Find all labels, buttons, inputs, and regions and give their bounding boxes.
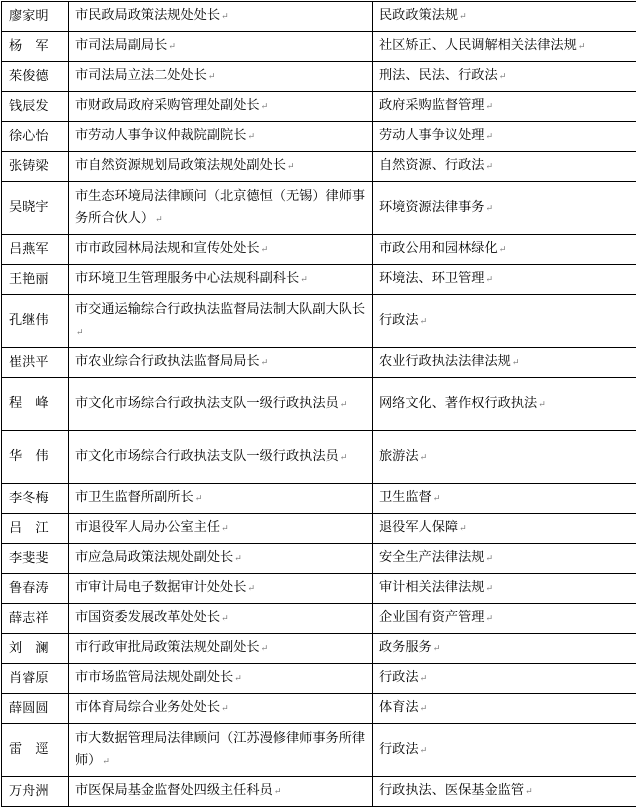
paragraph-mark-icon: ↵ — [512, 358, 520, 368]
expertise-area-cell — [373, 664, 636, 694]
paragraph-mark-icon: ↵ — [287, 162, 295, 172]
paragraph-mark-icon: ↵ — [486, 614, 494, 624]
person-name-cell — [2, 348, 69, 378]
position-text: 市国资委发展改革处处长 — [75, 610, 220, 625]
expert-list-body — [2, 2, 636, 807]
person-name-cell — [2, 544, 69, 574]
paragraph-mark-icon: ↵ — [578, 42, 586, 52]
expertise-area-text: 政务服务 — [379, 640, 432, 655]
expertise-area-text: 自然资源、行政法 — [379, 158, 485, 173]
person-name-text: 程 峰 — [9, 396, 49, 411]
table-row — [2, 431, 636, 484]
expert-list-table — [1, 1, 636, 807]
person-name-cell — [2, 634, 69, 664]
paragraph-mark-icon: ↵ — [486, 275, 494, 285]
table-row — [2, 634, 636, 664]
expertise-area-cell — [373, 152, 636, 182]
person-name-text: 杨 军 — [9, 39, 49, 54]
expertise-area-text: 审计相关法律法规 — [379, 580, 485, 595]
person-name-text: 万舟洲 — [9, 784, 49, 799]
expertise-area-cell — [373, 484, 636, 514]
person-name-text: 吴晓宇 — [9, 200, 49, 215]
position-cell — [69, 484, 373, 514]
paragraph-mark-icon: ↵ — [168, 42, 176, 52]
expertise-area-cell — [373, 265, 636, 295]
paragraph-mark-icon: ↵ — [486, 162, 494, 172]
person-name-text: 鲁春涛 — [9, 581, 49, 596]
person-name-cell — [2, 265, 69, 295]
expertise-area-cell — [373, 122, 636, 152]
position-cell — [69, 32, 373, 62]
paragraph-mark-icon: ↵ — [221, 704, 229, 714]
expertise-area-text: 环境法、环卫管理 — [379, 271, 485, 286]
person-name-cell — [2, 484, 69, 514]
person-name-cell — [2, 235, 69, 265]
table-row — [2, 235, 636, 265]
expertise-area-cell — [373, 634, 636, 664]
expertise-area-text: 刑法、民法、行政法 — [379, 68, 498, 83]
position-cell — [69, 431, 373, 484]
position-text: 市劳动人事争议仲裁院副院长 — [75, 128, 246, 143]
expertise-area-text: 行政法 — [379, 742, 419, 757]
person-name-text: 薛志祥 — [9, 611, 49, 626]
expertise-area-cell — [373, 32, 636, 62]
table-row — [2, 724, 636, 777]
expertise-area-cell — [373, 514, 636, 544]
person-name-cell — [2, 777, 69, 807]
paragraph-mark-icon: ↵ — [499, 72, 507, 82]
expertise-area-text: 劳动人事争议处理 — [379, 128, 485, 143]
expertise-area-text: 卫生监督 — [379, 490, 432, 505]
table-row — [2, 92, 636, 122]
paragraph-mark-icon: ↵ — [247, 132, 255, 142]
person-name-text: 廖家明 — [9, 9, 49, 24]
position-text: 市大数据管理局法律顾问（江苏漫修律师事务所律师） — [75, 731, 365, 768]
position-text: 市财政局政府采购管理处副处长 — [75, 98, 260, 113]
position-cell — [69, 265, 373, 295]
expertise-area-cell — [373, 574, 636, 604]
expertise-area-text: 民政政策法规 — [379, 8, 458, 23]
table-row — [2, 265, 636, 295]
expertise-area-text: 政府采购监督管理 — [379, 98, 485, 113]
position-text: 市司法局副局长 — [75, 38, 167, 53]
expertise-area-cell — [373, 182, 636, 235]
position-cell — [69, 514, 373, 544]
position-cell — [69, 694, 373, 724]
person-name-text: 徐心怡 — [9, 129, 49, 144]
position-text: 市审计局电子数据审计处处长 — [75, 580, 246, 595]
expertise-area-cell — [373, 604, 636, 634]
table-row — [2, 514, 636, 544]
position-cell — [69, 182, 373, 235]
expertise-area-cell — [373, 92, 636, 122]
person-name-cell — [2, 378, 69, 431]
position-text: 市农业综合行政执法监督局局长 — [75, 354, 260, 369]
position-text: 市应急局政策法规处副处长 — [75, 550, 233, 565]
position-cell — [69, 604, 373, 634]
expertise-area-cell — [373, 295, 636, 348]
paragraph-mark-icon: ↵ — [420, 317, 428, 327]
expertise-area-text: 安全生产法律法规 — [379, 550, 485, 565]
expertise-area-cell — [373, 694, 636, 724]
position-cell — [69, 544, 373, 574]
position-cell — [69, 92, 373, 122]
expertise-area-text: 旅游法 — [379, 449, 419, 464]
position-cell — [69, 2, 373, 32]
position-text: 市卫生监督所副所长 — [75, 490, 194, 505]
person-name-text: 李斐斐 — [9, 551, 49, 566]
paragraph-mark-icon: ↵ — [221, 614, 229, 624]
position-cell — [69, 574, 373, 604]
position-text: 市司法局立法二处处长 — [75, 68, 207, 83]
table-row — [2, 32, 636, 62]
position-text: 市体育局综合业务处处长 — [75, 700, 220, 715]
expertise-area-cell — [373, 235, 636, 265]
position-text: 市市政园林局法规和宣传处处长 — [75, 241, 260, 256]
person-name-cell — [2, 182, 69, 235]
position-text: 市文化市场综合行政执法支队一级行政执法员 — [75, 396, 339, 411]
person-name-text: 雷 逕 — [9, 742, 49, 757]
position-cell — [69, 152, 373, 182]
person-name-cell — [2, 2, 69, 32]
paragraph-mark-icon: ↵ — [433, 644, 441, 654]
person-name-cell — [2, 122, 69, 152]
person-name-cell — [2, 295, 69, 348]
person-name-text: 李冬梅 — [9, 491, 49, 506]
person-name-cell — [2, 431, 69, 484]
person-name-text: 刘 澜 — [9, 641, 49, 656]
expertise-area-text: 网络文化、著作权行政执法 — [379, 396, 537, 411]
position-text: 市文化市场综合行政执法支队一级行政执法员 — [75, 449, 339, 464]
expertise-area-text: 社区矫正、人民调解相关法律法规 — [379, 38, 577, 53]
paragraph-mark-icon: ↵ — [538, 400, 546, 410]
person-name-text: 肖睿原 — [9, 671, 49, 686]
position-cell — [69, 62, 373, 92]
paragraph-mark-icon: ↵ — [486, 204, 494, 214]
expertise-area-text: 退役军人保障 — [379, 520, 458, 535]
person-name-cell — [2, 694, 69, 724]
expertise-area-text: 行政执法、医保基金监管 — [379, 783, 524, 798]
paragraph-mark-icon: ↵ — [76, 328, 84, 338]
position-cell — [69, 724, 373, 777]
person-name-text: 孔继伟 — [9, 313, 49, 328]
paragraph-mark-icon: ↵ — [486, 102, 494, 112]
paragraph-mark-icon: ↵ — [208, 72, 216, 82]
person-name-cell — [2, 574, 69, 604]
position-cell — [69, 378, 373, 431]
position-cell — [69, 235, 373, 265]
expertise-area-text: 行政法 — [379, 670, 419, 685]
paragraph-mark-icon: ↵ — [486, 554, 494, 564]
paragraph-mark-icon: ↵ — [300, 275, 308, 285]
paragraph-mark-icon: ↵ — [274, 787, 282, 797]
paragraph-mark-icon: ↵ — [234, 554, 242, 564]
paragraph-mark-icon: ↵ — [221, 524, 229, 534]
table-row — [2, 152, 636, 182]
table-row — [2, 777, 636, 807]
paragraph-mark-icon: ↵ — [155, 215, 163, 225]
person-name-cell — [2, 32, 69, 62]
expertise-area-cell — [373, 777, 636, 807]
position-cell — [69, 664, 373, 694]
table-row — [2, 182, 636, 235]
person-name-cell — [2, 152, 69, 182]
person-name-text: 钱辰发 — [9, 99, 49, 114]
paragraph-mark-icon: ↵ — [420, 746, 428, 756]
paragraph-mark-icon: ↵ — [340, 453, 348, 463]
person-name-text: 王艳丽 — [9, 272, 49, 287]
expertise-area-cell — [373, 2, 636, 32]
position-cell — [69, 348, 373, 378]
expertise-area-cell — [373, 544, 636, 574]
table-row — [2, 694, 636, 724]
paragraph-mark-icon: ↵ — [261, 644, 269, 654]
table-row — [2, 348, 636, 378]
expertise-area-text: 行政法 — [379, 313, 419, 328]
table-row — [2, 62, 636, 92]
expertise-area-cell — [373, 348, 636, 378]
person-name-text: 吕 江 — [9, 521, 49, 536]
position-text: 市行政审批局政策法规处副处长 — [75, 640, 260, 655]
paragraph-mark-icon: ↵ — [102, 757, 110, 767]
person-name-text: 张铸梁 — [9, 159, 49, 174]
table-row — [2, 544, 636, 574]
table-row — [2, 378, 636, 431]
position-text: 市交通运输综合行政执法监督局法制大队副大队长 — [75, 302, 365, 317]
paragraph-mark-icon: ↵ — [195, 494, 203, 504]
paragraph-mark-icon: ↵ — [486, 132, 494, 142]
paragraph-mark-icon: ↵ — [261, 102, 269, 112]
paragraph-mark-icon: ↵ — [459, 524, 467, 534]
person-name-text: 茱俊德 — [9, 69, 49, 84]
paragraph-mark-icon: ↵ — [221, 12, 229, 22]
person-name-cell — [2, 62, 69, 92]
person-name-text: 崔洪平 — [9, 355, 49, 370]
table-row — [2, 122, 636, 152]
paragraph-mark-icon: ↵ — [459, 12, 467, 22]
expertise-area-text: 企业国有资产管理 — [379, 610, 485, 625]
paragraph-mark-icon: ↵ — [340, 400, 348, 410]
position-cell — [69, 634, 373, 664]
table-row — [2, 2, 636, 32]
person-name-text: 华 伟 — [9, 449, 49, 464]
table-row — [2, 484, 636, 514]
position-cell — [69, 777, 373, 807]
expertise-area-text: 市政公用和园林绿化 — [379, 241, 498, 256]
expertise-area-cell — [373, 431, 636, 484]
person-name-cell — [2, 724, 69, 777]
paragraph-mark-icon: ↵ — [234, 674, 242, 684]
position-text: 市市场监管局法规处副处长 — [75, 670, 233, 685]
person-name-cell — [2, 92, 69, 122]
paragraph-mark-icon: ↵ — [433, 494, 441, 504]
position-text: 市环境卫生管理服务中心法规科副科长 — [75, 271, 299, 286]
paragraph-mark-icon: ↵ — [486, 584, 494, 594]
position-text: 市退役军人局办公室主任 — [75, 520, 220, 535]
position-text: 市自然资源规划局政策法规处副处长 — [75, 158, 286, 173]
table-row — [2, 664, 636, 694]
expertise-area-text: 农业行政执法法律法规 — [379, 354, 511, 369]
paragraph-mark-icon: ↵ — [247, 584, 255, 594]
paragraph-mark-icon: ↵ — [499, 245, 507, 255]
person-name-cell — [2, 604, 69, 634]
person-name-text: 薛圆圆 — [9, 701, 49, 716]
person-name-cell — [2, 514, 69, 544]
person-name-cell — [2, 664, 69, 694]
position-text: 市生态环境局法律顾问（北京德恒（无锡）律师事务所合伙人） — [75, 189, 365, 226]
paragraph-mark-icon: ↵ — [420, 704, 428, 714]
expertise-area-text: 体育法 — [379, 700, 419, 715]
table-row — [2, 604, 636, 634]
position-text: 市民政局政策法规处处长 — [75, 8, 220, 23]
expertise-area-cell — [373, 62, 636, 92]
paragraph-mark-icon: ↵ — [525, 787, 533, 797]
table-row — [2, 574, 636, 604]
expertise-area-cell — [373, 378, 636, 431]
paragraph-mark-icon: ↵ — [261, 245, 269, 255]
paragraph-mark-icon: ↵ — [420, 453, 428, 463]
paragraph-mark-icon: ↵ — [420, 674, 428, 684]
paragraph-mark-icon: ↵ — [261, 358, 269, 368]
person-name-text: 吕燕军 — [9, 242, 49, 257]
position-cell — [69, 122, 373, 152]
position-text: 市医保局基金监督处四级主任科员 — [75, 783, 273, 798]
position-cell — [69, 295, 373, 348]
expertise-area-cell — [373, 724, 636, 777]
table-row — [2, 295, 636, 348]
expertise-area-text: 环境资源法律事务 — [379, 200, 485, 215]
